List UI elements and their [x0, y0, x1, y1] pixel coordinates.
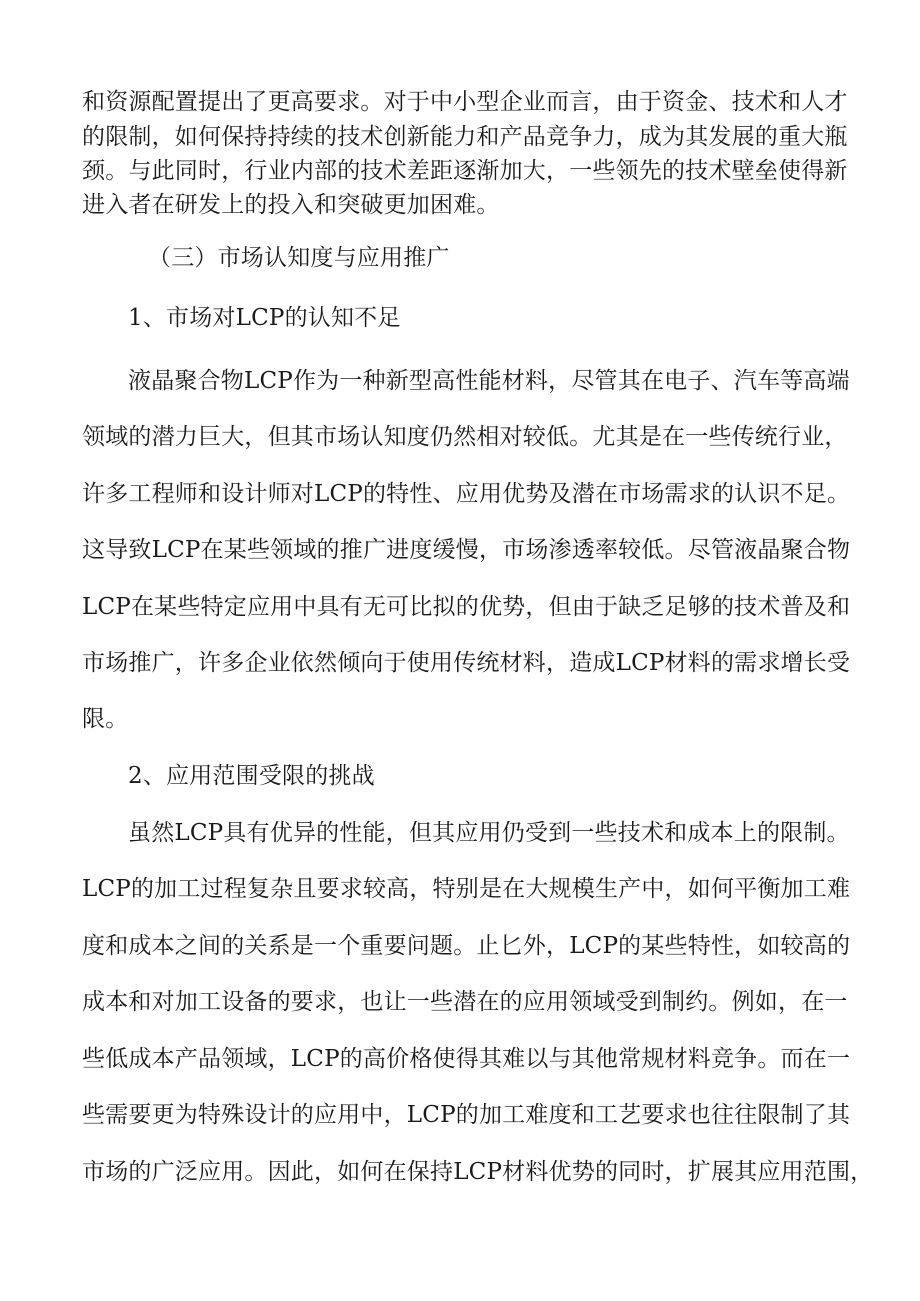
text-line: 限。 — [82, 706, 129, 732]
text-line: 这导致LCP在某些领域的推广进度缓慢，市场渗透率较低。尽管液晶聚合物 — [82, 537, 851, 563]
text-line: 的限制，如何保持持续的技术创新能力和产品竞争力，成为其发展的重大瓶 — [82, 124, 848, 150]
section-heading: （三）市场认知度与应用推广 — [148, 245, 450, 271]
text-line: LCP的加工过程复杂且要求较高，特别是在大规模生产中，如何平衡加工难 — [82, 876, 851, 902]
text-line: 成本和对加工设备的要求，也让一些潜在的应用领域受到制约。例如，在一 — [82, 989, 848, 1015]
text-line: 度和成本之间的关系是一个重要问题。止匕外，LCP的某些特性，如较高的 — [82, 933, 851, 959]
text-line: 许多工程师和设计师对LCP的特性、应用优势及潜在市场需求的认识不足。 — [82, 481, 851, 507]
text-line: 进入者在研发上的投入和突破更加困难。 — [82, 192, 500, 218]
text-line: 和资源配置提出了更高要求。对于中小型企业而言，由于资金、技术和人才 — [82, 89, 848, 115]
text-line: 虽然LCP具有优异的性能，但其应用仍受到一些技术和成本上的限制。 — [128, 820, 850, 846]
subsection-heading-1: 1、市场对LCP的认知不足 — [128, 305, 401, 331]
text-line: 市场推广，许多企业依然倾向于使用传统材料，造成LCP材料的需求增长受 — [82, 650, 851, 676]
text-line: 些低成本产品领域，LCP的高价格使得其难以与其他常规材料竞争。而在一 — [82, 1046, 851, 1072]
text-line: 液晶聚合物LCP作为一种新型高性能材料，尽管其在电子、汽车等高端 — [128, 368, 850, 394]
text-line: 些需要更为特殊设计的应用中，LCP的加工难度和工艺要求也往往限制了其 — [82, 1102, 851, 1128]
text-line: 领域的潜力巨大，但其市场认知度仍然相对较低。尤其是在一些传统行业， — [82, 424, 848, 450]
text-line: LCP在某些特定应用中具有无可比拟的优势，但由于缺乏足够的技术普及和 — [82, 594, 851, 620]
text-line: 颈。与此同时，行业内部的技术差距逐渐加大，一些领先的技术壁垒使得新 — [82, 158, 848, 184]
subsection-heading-2: 2、应用范围受限的挑战 — [128, 763, 375, 789]
text-line: 市场的广泛应用。因此，如何在保持LCP材料优势的同时，扩展其应用范围， — [82, 1159, 874, 1185]
